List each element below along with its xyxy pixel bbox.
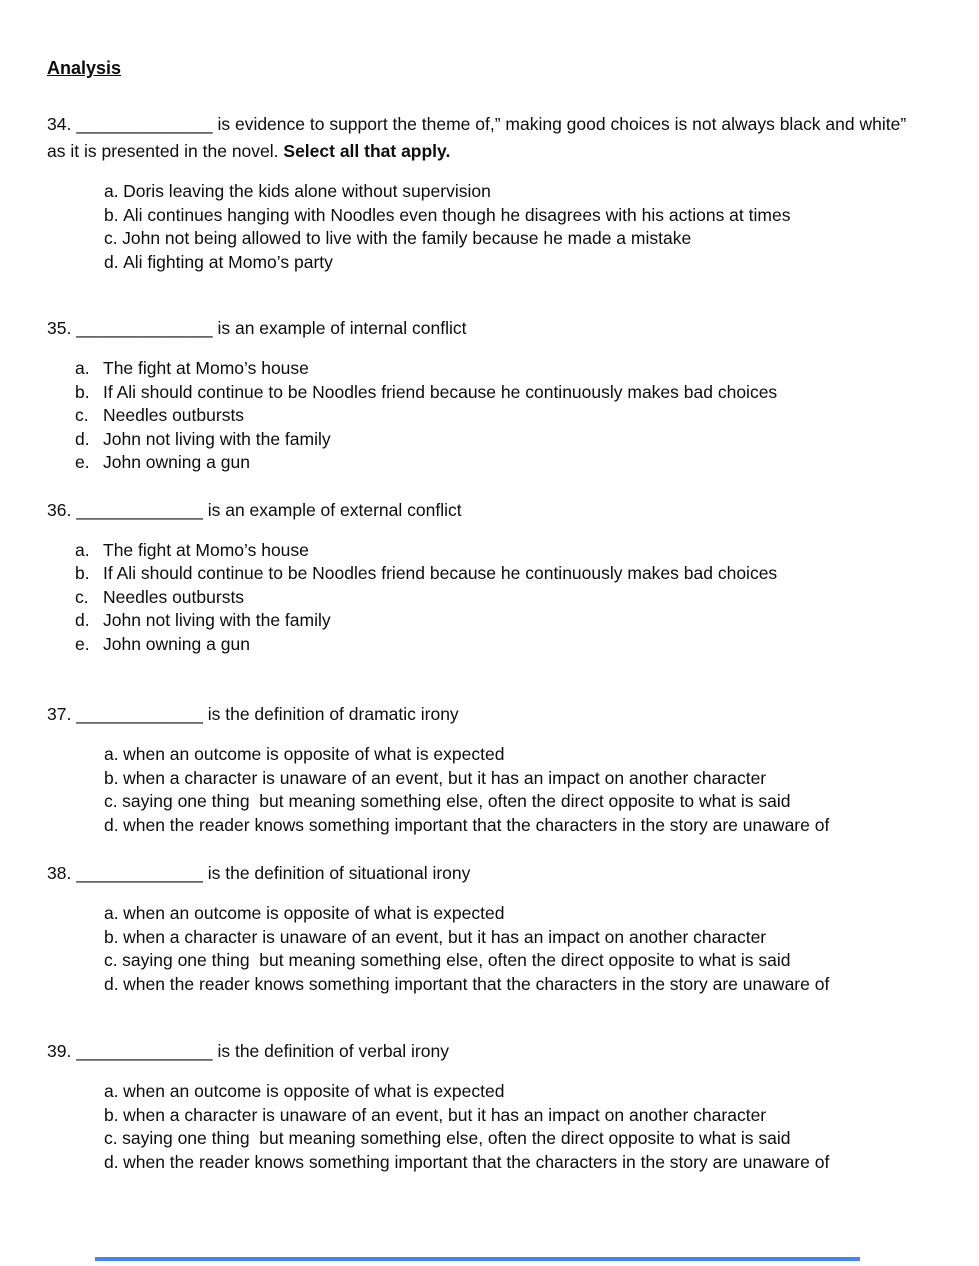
select-all-instruction: Select all that apply. bbox=[283, 141, 451, 161]
option-row bbox=[104, 1151, 929, 1175]
option-letter: d. bbox=[104, 814, 119, 835]
option-letter: c. bbox=[75, 586, 89, 607]
option-text: when an outcome is opposite of what is expected bbox=[123, 1081, 505, 1101]
option-row bbox=[104, 1080, 929, 1104]
option-row bbox=[104, 251, 929, 275]
answer-blank: ______________ bbox=[76, 318, 213, 338]
option-letter: b. bbox=[104, 767, 119, 788]
option-row bbox=[75, 539, 929, 563]
option-row bbox=[104, 1104, 929, 1128]
option-row bbox=[75, 586, 929, 610]
option-row bbox=[104, 227, 929, 251]
option-text: Doris leaving the kids alone without supervision bbox=[123, 181, 491, 201]
option-letter: c. bbox=[104, 1128, 118, 1148]
answer-blank: ______________ bbox=[76, 114, 213, 134]
option-letter: a. bbox=[104, 1081, 119, 1101]
option-letter: a. bbox=[75, 539, 90, 560]
options-list bbox=[47, 1080, 929, 1174]
question-prompt bbox=[47, 497, 929, 524]
question-number: 34. bbox=[47, 114, 72, 134]
option-row bbox=[75, 451, 929, 475]
option-row bbox=[75, 357, 929, 381]
question-text: is evidence to support the theme of,” making good choices is not always black and white” as it is presented in the novel. bbox=[47, 114, 912, 161]
option-letter: d. bbox=[104, 1151, 119, 1172]
option-row bbox=[104, 180, 929, 204]
question-prompt bbox=[47, 111, 929, 165]
option-letter: b. bbox=[104, 1104, 119, 1125]
option-letter: c. bbox=[104, 228, 118, 248]
option-text: when an outcome is opposite of what is expected bbox=[123, 744, 505, 764]
option-letter: c. bbox=[75, 405, 89, 425]
option-text: when the reader knows something important that the characters in the story are unaware of bbox=[123, 1151, 830, 1172]
option-text: saying one thing but meaning something else, often the direct opposite to what is said bbox=[122, 791, 791, 811]
option-row bbox=[104, 1127, 929, 1151]
option-text: John owning a gun bbox=[103, 452, 250, 472]
option-text: when an outcome is opposite of what is expected bbox=[123, 903, 505, 923]
question-text: is the definition of verbal irony bbox=[212, 1041, 449, 1061]
option-row bbox=[75, 562, 929, 586]
option-text: when the reader knows something important that the characters in the story are unaware of bbox=[123, 973, 830, 994]
options-list bbox=[47, 902, 929, 996]
option-row bbox=[75, 404, 929, 428]
option-row bbox=[104, 204, 929, 228]
option-text: John not living with the family bbox=[103, 610, 331, 630]
option-letter: b. bbox=[75, 381, 90, 402]
question-35 bbox=[47, 315, 929, 475]
question-number: 36. bbox=[47, 499, 72, 520]
option-letter: c. bbox=[104, 791, 118, 811]
option-text: Needles outbursts bbox=[103, 586, 245, 607]
page-heading: Analysis bbox=[47, 58, 122, 78]
option-letter: a. bbox=[104, 744, 119, 764]
option-row bbox=[75, 381, 929, 405]
question-34 bbox=[47, 111, 929, 274]
options-list bbox=[47, 357, 929, 475]
question-text: is the definition of dramatic irony bbox=[202, 704, 459, 724]
question-number: 35. bbox=[47, 318, 72, 338]
option-text: when a character is unaware of an event, but it has an impact on another character bbox=[123, 767, 767, 788]
option-row bbox=[104, 926, 929, 950]
question-number: 38. bbox=[47, 863, 72, 883]
option-text: If Ali should continue to be Noodles friend because he continuously makes bad choices bbox=[103, 381, 778, 402]
option-text: when a character is unaware of an event, but it has an impact on another character bbox=[123, 1104, 767, 1125]
option-text: The fight at Momo’s house bbox=[103, 358, 309, 378]
option-text: Ali continues hanging with Noodles even though he disagrees with his actions at times bbox=[123, 204, 791, 225]
option-letter: b. bbox=[75, 563, 90, 583]
option-letter: a. bbox=[104, 903, 119, 923]
option-row bbox=[104, 902, 929, 926]
question-38 bbox=[47, 860, 929, 996]
option-text: saying one thing but meaning something else, often the direct opposite to what is said bbox=[122, 950, 791, 970]
options-list bbox=[47, 539, 929, 657]
option-text: John not being allowed to live with the family because he made a mistake bbox=[122, 228, 692, 248]
options-list bbox=[47, 743, 929, 837]
option-row bbox=[104, 973, 929, 997]
option-text: when the reader knows something important that the characters in the story are unaware of bbox=[123, 814, 830, 835]
question-text: is an example of external conflict bbox=[202, 499, 462, 520]
option-letter: a. bbox=[104, 181, 119, 201]
answer-blank: ______________ bbox=[76, 1041, 213, 1061]
question-prompt bbox=[47, 860, 929, 887]
option-letter: d. bbox=[75, 610, 90, 630]
option-row bbox=[75, 428, 929, 452]
footer-divider-line bbox=[95, 1257, 860, 1261]
option-row bbox=[104, 743, 929, 767]
question-number: 39. bbox=[47, 1041, 72, 1061]
option-text: Needles outbursts bbox=[103, 405, 245, 425]
option-row bbox=[104, 949, 929, 973]
option-letter: d. bbox=[75, 428, 90, 449]
answer-blank: _____________ bbox=[76, 704, 203, 724]
option-letter: e. bbox=[75, 452, 90, 472]
option-text: when a character is unaware of an event, but it has an impact on another character bbox=[123, 926, 767, 947]
option-letter: e. bbox=[75, 633, 90, 654]
question-text: is an example of internal conflict bbox=[212, 318, 467, 338]
option-letter: c. bbox=[104, 950, 118, 970]
option-text: John owning a gun bbox=[103, 633, 250, 654]
question-36 bbox=[47, 497, 929, 657]
option-text: saying one thing but meaning something else, often the direct opposite to what is said bbox=[122, 1128, 791, 1148]
answer-blank: _____________ bbox=[76, 499, 203, 520]
option-letter: b. bbox=[104, 926, 119, 947]
question-text: is the definition of situational irony bbox=[202, 863, 471, 883]
question-number: 37. bbox=[47, 704, 72, 724]
option-row bbox=[104, 767, 929, 791]
question-prompt bbox=[47, 1038, 929, 1065]
question-prompt bbox=[47, 315, 929, 342]
option-row bbox=[75, 609, 929, 633]
option-row bbox=[104, 814, 929, 838]
question-37 bbox=[47, 701, 929, 837]
option-letter: b. bbox=[104, 204, 119, 225]
option-letter: d. bbox=[104, 251, 119, 272]
answer-blank: _____________ bbox=[76, 863, 203, 883]
options-list bbox=[47, 180, 929, 274]
option-text: Ali fighting at Momo’s party bbox=[123, 251, 333, 272]
option-text: If Ali should continue to be Noodles friend because he continuously makes bad choices bbox=[103, 563, 778, 583]
option-letter: d. bbox=[104, 973, 119, 994]
question-prompt bbox=[47, 701, 929, 728]
option-row bbox=[104, 790, 929, 814]
option-text: John not living with the family bbox=[103, 428, 331, 449]
option-row bbox=[75, 633, 929, 657]
option-letter: a. bbox=[75, 358, 90, 378]
question-39 bbox=[47, 1038, 929, 1174]
option-text: The fight at Momo’s house bbox=[103, 539, 309, 560]
